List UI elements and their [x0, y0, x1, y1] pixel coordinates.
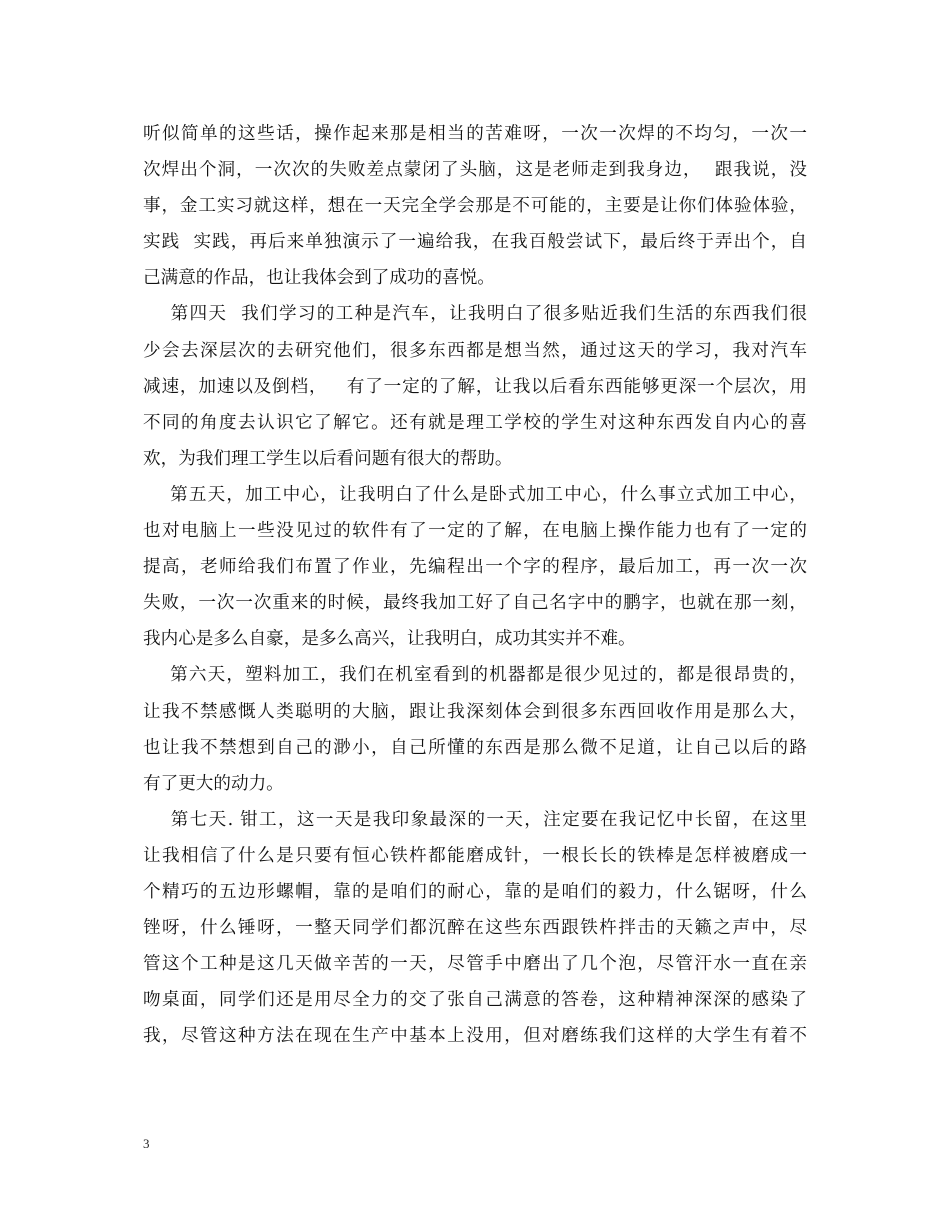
- text-line: 实践 实践，再后来单独演示了一遍给我，在我百般尝试下，最后终于弄出个，自: [143, 232, 807, 253]
- text-line: 次焊出个洞，一次次的失败差点蒙闭了头脑，这是老师走到我身边， 跟我说，没: [143, 160, 807, 181]
- text-line: 少会去深层次的去研究他们，很多东西都是想当然，通过这天的学习，我对汽车: [143, 340, 807, 361]
- text-line: 提高，老师给我们布置了作业，先编程出一个字的程序，最后加工，再一次一次: [143, 557, 807, 578]
- text-line: 事，金工实习就这样，想在一天完全学会那是不可能的，主要是让你们体验体验，: [143, 196, 807, 217]
- text-line: 失败，一次一次重来的时候，最终我加工好了自己名字中的鹏字，也就在那一刻，: [143, 593, 807, 614]
- text-line: 第七天. 钳工，这一天是我印象最深的一天，注定要在我记忆中长留，在这里: [143, 809, 807, 830]
- text-line: 个精巧的五边形螺帽，靠的是咱们的耐心，靠的是咱们的毅力，什么锯呀，什么: [143, 881, 807, 902]
- text-line: 让我不禁感慨人类聪明的大脑，跟让我深刻体会到很多东西回收作用是那么大，: [143, 701, 807, 722]
- text-line: 让我相信了什么是只要有恒心铁杵都能磨成针，一根长长的铁棒是怎样被磨成一: [143, 845, 807, 866]
- text-line: 不同的角度去认识它了解它。还有就是理工学校的学生对这种东西发自内心的喜: [143, 412, 807, 433]
- text-line: 也对电脑上一些没见过的软件有了一定的了解，在电脑上操作能力也有了一定的: [143, 521, 807, 542]
- text-line: 锉呀，什么锤呀，一整天同学们都沉醉在这些东西跟铁杵拌击的天籁之声中，尽: [143, 918, 807, 939]
- text-line: 第四天 我们学习的工种是汽车，让我明白了很多贴近我们生活的东西我们很: [143, 304, 807, 325]
- text-line: 管这个工种是这几天做辛苦的一天，尽管手中磨出了几个泡，尽管汗水一直在亲: [143, 954, 807, 975]
- document-body: [143, 116, 807, 1054]
- text-line: 有了更大的动力。: [143, 773, 284, 794]
- text-line: 减速，加速以及倒档， 有了一定的了解，让我以后看东西能够更深一个层次，用: [143, 376, 807, 397]
- text-line: 也让我不禁想到自己的渺小，自己所懂的东西是那么微不足道，让自己以后的路: [143, 737, 807, 758]
- text-line: 己满意的作品，也让我体会到了成功的喜悦。: [143, 268, 495, 289]
- text-line: 我内心是多么自豪，是多么高兴，让我明白，成功其实并不难。: [143, 629, 636, 650]
- text-line: 第六天，塑料加工，我们在机室看到的机器都是很少见过的，都是很昂贵的，: [143, 665, 807, 686]
- text-line: 吻桌面，同学们还是用尽全力的交了张自己满意的答卷，这种精神深深的感染了: [143, 990, 807, 1011]
- text-line: 欢，为我们理工学生以后看问题有很大的帮助。: [143, 448, 513, 469]
- text-line: 第五天，加工中心，让我明白了什么是卧式加工中心，什么事立式加工中心，: [143, 484, 807, 505]
- text-line: 听似简单的这些话，操作起来那是相当的苦难呀，一次一次焊的不均匀，一次一: [143, 124, 807, 144]
- page-number: 3: [143, 1136, 150, 1151]
- text-line: 我，尽管这种方法在现在生产中基本上没用，但对磨练我们这样的大学生有着不: [143, 1026, 807, 1047]
